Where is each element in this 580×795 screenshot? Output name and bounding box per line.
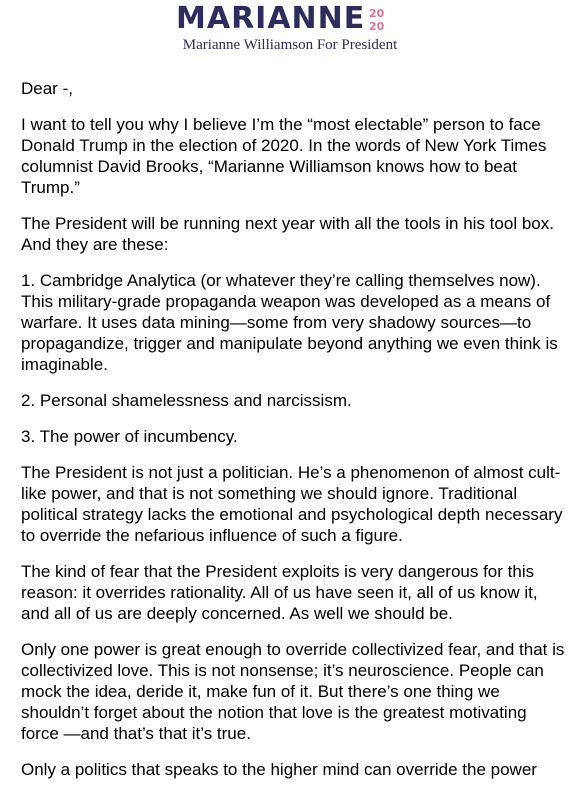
letter-paragraph: I want to tell you why I believe I’m the “most electable” person to face Donald Trump in the election of 2020. In the words of New York Times columnist David Brooks, “Marianne Williamson knows how to beat Trump.” — [21, 115, 547, 197]
letter-paragraph: 1. Cambridge Analytica (or whatever they’re calling themselves now). This military-grade propaganda weapon was developed as a means of warfare. It uses data mining—some from very shadowy sources—to propagandize, trigger and manipulate beyond anything we even think is imaginable. — [21, 271, 558, 374]
letter-paragraph: Only one power is great enough to override collectivized fear, and that is collectivized love. This is not nonsense; it’s neuroscience. People can mock the idea, deride it, make fun of it. But there’s one thing we shouldn’t forget about the notion that love is the greatest motivating force —and that’s that it’s true. — [21, 640, 565, 743]
letter-paragraph: The President is not just a politician. He’s a phenomenon of almost cult-like power, and that is not something we should ignore. Traditional political strategy lacks the emotional and psychological depth necessary to override the nefarious influence of such a figure. — [21, 463, 563, 545]
logo-wordmark: MARIANNE — [176, 1, 366, 36]
letter-paragraph: 3. The power of incumbency. — [21, 427, 238, 446]
campaign-tagline: Marianne Williamson For President — [182, 37, 398, 53]
letter-salutation: Dear -, — [21, 79, 73, 98]
letter-paragraph: Only a politics that speaks to the higher mind can override the power — [21, 760, 537, 779]
letter-paragraph: The kind of fear that the President exploits is very dangerous for this reason: it overrides rationality. All of us have seen it, all of us know it, and all of us are deeply concerned. As well we should be. — [21, 562, 538, 623]
logo-year-mark — [369, 6, 391, 32]
letter-paragraph: The President will be running next year with all the tools in his tool box. And they are these: — [21, 214, 554, 254]
campaign-logo — [176, 1, 391, 38]
logo-year-bottom: 20 — [369, 20, 385, 32]
letter-paragraph: 2. Personal shamelessness and narcissism. — [21, 391, 352, 410]
logo-year-top: 20 — [369, 7, 385, 20]
letter-body — [21, 78, 569, 795]
email-header — [0, 0, 580, 62]
